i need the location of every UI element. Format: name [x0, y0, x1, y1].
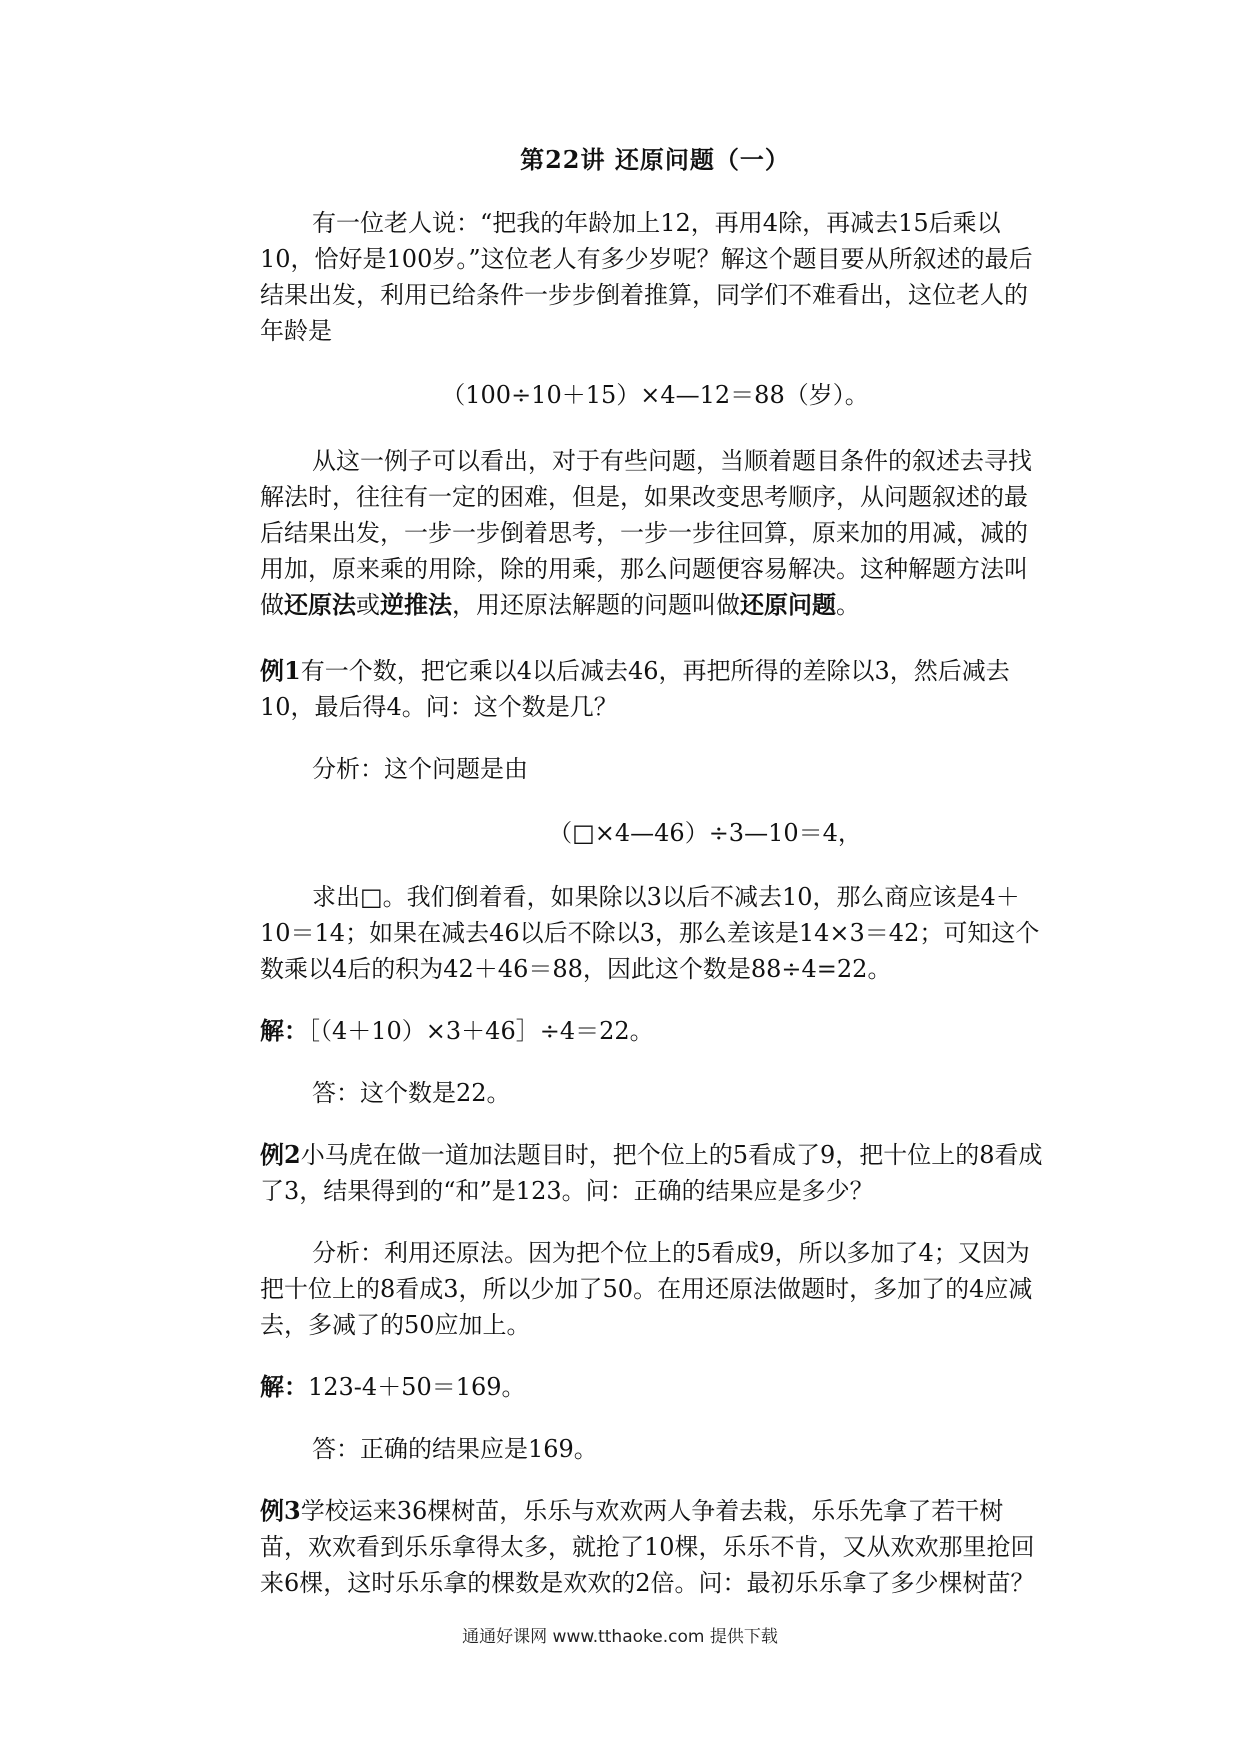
page-footer: 通通好课网 www.tthaoke.com 提供下载 — [462, 1627, 778, 1647]
solution-text: 123-4＋50＝169。 — [308, 1373, 526, 1401]
example-3-question — [260, 1493, 1050, 1601]
intro-paragraph-2 — [260, 443, 1050, 623]
example-2-text: 小马虎在做一道加法题目时，把个位上的5看成了9，把十位上的8看成了3，结果得到的“和”是123。问：正确的结果应是多少？ — [260, 1141, 1043, 1205]
example-1-reasoning: 求出□。我们倒着看，如果除以3以后不减去10，那么商应该是4＋10＝14；如果在减去46以后不除以3，那么差该是14×3＝42；可知这个数乘以4后的积为42＋46＝88，因此这个数是88÷4=22。 — [260, 883, 1040, 983]
example-1-formula: （□×4—46）÷3—10＝4， — [548, 819, 862, 847]
example-1-answer: 答：这个数是22。 — [312, 1079, 511, 1107]
solution-label: 解： — [260, 1016, 308, 1045]
conjunction-text: 或 — [356, 591, 380, 619]
intro-text: 从这一例子可以看出，对于有些问题，当顺着题目条件的叙述去寻找解法时，往往有一定的困难，但是，如果改变思考顺序，从问题叙述的最后结果出发，一步一步倒着思考，一步一步往回算，原来加的用减，减的用加，原来乘的用除，除的用乘，那么问题便容易解决。这种解题方法叫做 — [260, 447, 1032, 619]
intro-period: 。 — [836, 591, 860, 619]
intro-text-cont: ，用还原法解题的问题叫做 — [452, 591, 740, 619]
example-2-solution — [260, 1369, 1050, 1405]
example-2-label: 例2 — [260, 1140, 301, 1169]
solution-text: ［（4＋10）×3＋46］÷4＝22。 — [308, 1017, 654, 1045]
term-reverse-method: 逆推法 — [380, 590, 452, 619]
example-1-analysis: 分析：这个问题是由 — [312, 755, 528, 783]
document-page — [260, 140, 1050, 1601]
example-1-text: 有一个数，把它乘以4以后减去46，再把所得的差除以3，然后减去10，最后得4。问：这个数是几？ — [260, 657, 1010, 721]
example-1-label: 例1 — [260, 656, 301, 685]
example-2-question — [260, 1137, 1050, 1209]
lecture-title: 第22讲 还原问题（一） — [520, 145, 790, 174]
example-3-label: 例3 — [260, 1496, 301, 1525]
example-2-analysis: 分析：利用还原法。因为把个位上的5看成9，所以多加了4；又因为把十位上的8看成3，所以少加了50。在用还原法做题时，多加了的4应减去，多减了的50应加上。 — [260, 1239, 1033, 1339]
intro-formula: （100÷10＋15）×4—12＝88（岁）。 — [441, 381, 869, 409]
example-1-solution — [260, 1013, 1050, 1049]
intro-paragraph-1: 有一位老人说：“把我的年龄加上12，再用4除，再减去15后乘以10，恰好是100岁。”这位老人有多少岁呢？解这个题目要从所叙述的最后结果出发，利用已给条件一步步倒着推算，同学们不难看出，这位老人的年龄是 — [260, 209, 1033, 345]
example-2-answer: 答：正确的结果应是169。 — [312, 1435, 598, 1463]
example-3-text: 学校运来36棵树苗，乐乐与欢欢两人争着去栽，乐乐先拿了若干树苗，欢欢看到乐乐拿得太多，就抢了10棵，乐乐不肯，又从欢欢那里抢回来6棵，这时乐乐拿的棵数是欢欢的2倍。问：最初乐乐拿了多少棵树苗？ — [260, 1497, 1035, 1597]
term-restore-problem: 还原问题 — [740, 590, 836, 619]
term-restore-method: 还原法 — [284, 590, 356, 619]
solution-label: 解： — [260, 1372, 308, 1401]
example-1-question — [260, 653, 1050, 725]
